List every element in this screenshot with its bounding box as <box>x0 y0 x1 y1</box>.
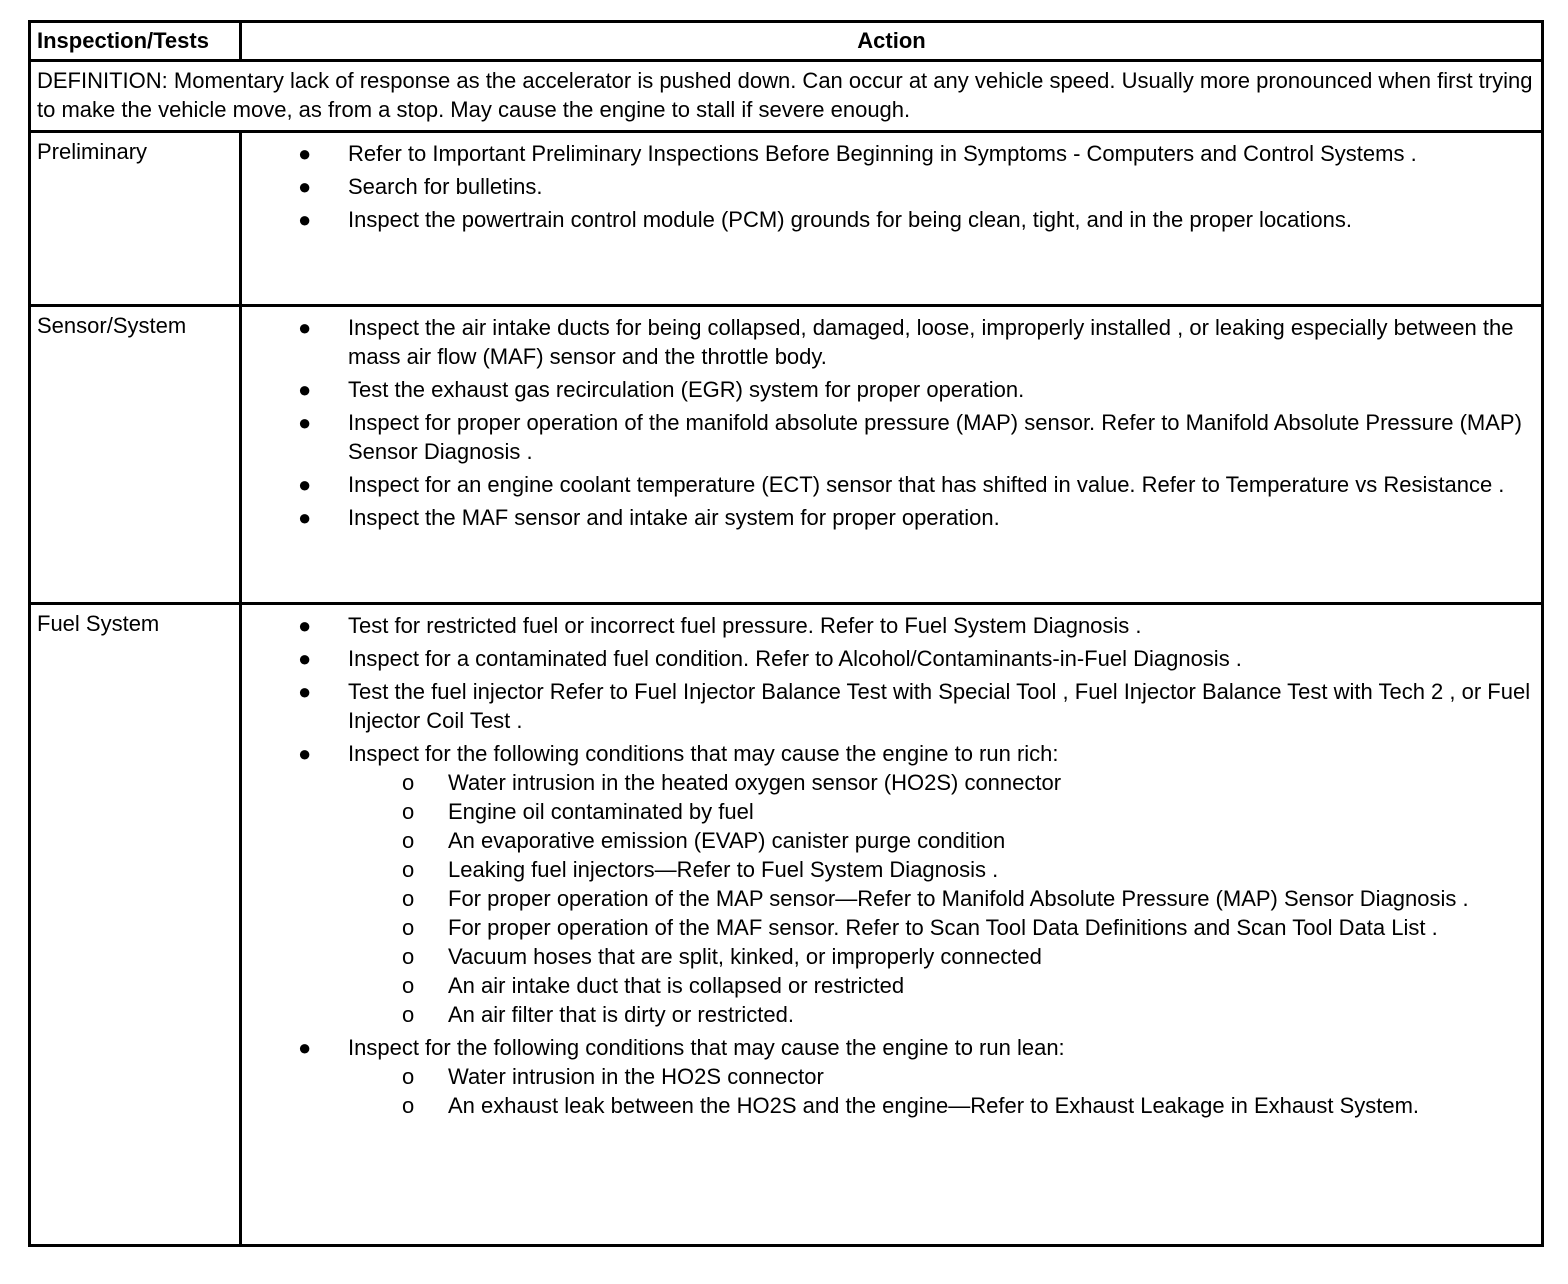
bullet-icon: ● <box>298 1035 312 1060</box>
bullet-icon: ● <box>298 646 312 671</box>
header-row <box>30 22 1543 61</box>
sub-bullet-icon: o <box>402 886 415 911</box>
bullet-icon: ● <box>298 472 312 497</box>
sub-list-item-text: Engine oil contaminated by fuel <box>448 799 754 824</box>
list-item-text: Inspect for the following conditions that may cause the engine to run rich: <box>348 741 1059 766</box>
definition-row <box>30 61 1543 132</box>
list-item <box>248 205 1535 234</box>
sub-bullet-icon: o <box>402 944 415 969</box>
sub-bullet-icon: o <box>402 770 415 795</box>
bullet-icon: ● <box>298 741 312 766</box>
sub-bullet-icon: o <box>402 973 415 998</box>
row-label: Fuel System <box>30 604 241 1246</box>
list-item <box>248 139 1535 168</box>
list-item-text: Inspect the powertrain control module (PCM) grounds for being clean, tight, and in the proper locations. <box>348 207 1352 232</box>
row-actions <box>241 604 1543 1246</box>
sub-list-item-text: An air intake duct that is collapsed or restricted <box>448 973 905 998</box>
list-item-text: Test the fuel injector Refer to Fuel Injector Balance Test with Special Tool , Fuel Injector Balance Test with Tech 2 , or Fuel Injector Coil Test . <box>348 679 1531 733</box>
sub-list <box>348 1062 1535 1120</box>
diagnostic-table <box>28 20 1544 1247</box>
sub-bullet-icon: o <box>402 1093 415 1118</box>
bullet-icon: ● <box>298 141 312 166</box>
list-item-text: Test the exhaust gas recirculation (EGR) system for proper operation. <box>348 377 1025 402</box>
header-inspection-tests: Inspection/Tests <box>30 22 241 61</box>
bullet-icon: ● <box>298 679 312 704</box>
sub-list-item <box>348 826 1535 855</box>
sub-list-item-text: An evaporative emission (EVAP) canister purge condition <box>448 828 1006 853</box>
table-row <box>30 306 1543 604</box>
sub-bullet-icon: o <box>402 915 415 940</box>
list-item-text: Inspect for the following conditions that may cause the engine to run lean: <box>348 1035 1065 1060</box>
sub-list-item <box>348 913 1535 942</box>
table-row <box>30 604 1543 1246</box>
header-action: Action <box>241 22 1543 61</box>
bullet-icon: ● <box>298 377 312 402</box>
sub-list-item-text: An exhaust leak between the HO2S and the engine—Refer to Exhaust Leakage in Exhaust System. <box>448 1093 1420 1118</box>
bullet-icon: ● <box>298 505 312 530</box>
list-item <box>248 470 1535 499</box>
list-item <box>248 644 1535 673</box>
sub-list-item <box>348 942 1535 971</box>
list-item <box>248 503 1535 532</box>
bullet-icon: ● <box>298 410 312 435</box>
sub-list-item-text: For proper operation of the MAP sensor—Refer to Manifold Absolute Pressure (MAP) Sensor Diagnosis . <box>448 886 1469 911</box>
sub-list-item-text: Water intrusion in the heated oxygen sensor (HO2S) connector <box>448 770 1062 795</box>
list-item-text: Inspect the MAF sensor and intake air system for proper operation. <box>348 505 1000 530</box>
list-item-text: Test for restricted fuel or incorrect fuel pressure. Refer to Fuel System Diagnosis . <box>348 613 1142 638</box>
list-item <box>248 313 1535 371</box>
bullet-icon: ● <box>298 315 312 340</box>
bullet-icon: ● <box>298 174 312 199</box>
table-row <box>30 132 1543 306</box>
list-item <box>248 408 1535 466</box>
list-item-text: Search for bulletins. <box>348 174 543 199</box>
sub-list-item <box>348 884 1535 913</box>
list-item <box>248 1033 1535 1120</box>
row-actions <box>241 306 1543 604</box>
list-item <box>248 375 1535 404</box>
sub-list-item <box>348 1091 1535 1120</box>
bullet-icon: ● <box>298 613 312 638</box>
row-label: Sensor/System <box>30 306 241 604</box>
list-item <box>248 611 1535 640</box>
sub-list-item <box>348 971 1535 1000</box>
sub-list-item-text: An air filter that is dirty or restricted. <box>448 1002 794 1027</box>
sub-list-item <box>348 768 1535 797</box>
sub-list-item <box>348 797 1535 826</box>
sub-list-item <box>348 855 1535 884</box>
sub-bullet-icon: o <box>402 857 415 882</box>
sub-bullet-icon: o <box>402 799 415 824</box>
sub-list-item-text: For proper operation of the MAF sensor. Refer to Scan Tool Data Definitions and Scan Tool Data List . <box>448 915 1438 940</box>
sub-bullet-icon: o <box>402 828 415 853</box>
list-item-text: Inspect for a contaminated fuel condition. Refer to Alcohol/Contaminants-in-Fuel Diagnosis . <box>348 646 1242 671</box>
sub-list-item <box>348 1062 1535 1091</box>
sub-list-item-text: Vacuum hoses that are split, kinked, or improperly connected <box>448 944 1042 969</box>
list-item <box>248 739 1535 1029</box>
list-item-text: Inspect for an engine coolant temperature (ECT) sensor that has shifted in value. Refer to Temperature vs Resistance . <box>348 472 1505 497</box>
definition-text: DEFINITION: Momentary lack of response as the accelerator is pushed down. Can occur at any vehicle speed. Usually more pronounced when first trying to make the vehicle move, as from a stop. May cause the engine to stall if severe enough. <box>30 61 1543 132</box>
list-item-text: Inspect the air intake ducts for being collapsed, damaged, loose, improperly installed , or leaking especially between the mass air flow (MAF) sensor and the throttle body. <box>348 315 1514 369</box>
list-item <box>248 677 1535 735</box>
list-item-text: Inspect for proper operation of the manifold absolute pressure (MAP) sensor. Refer to Manifold Absolute Pressure (MAP) Sensor Diagnosis . <box>348 410 1522 464</box>
list-item-text: Refer to Important Preliminary Inspections Before Beginning in Symptoms - Computers and Control Systems . <box>348 141 1417 166</box>
sub-bullet-icon: o <box>402 1002 415 1027</box>
sub-list-item-text: Water intrusion in the HO2S connector <box>448 1064 824 1089</box>
list-item <box>248 172 1535 201</box>
row-label: Preliminary <box>30 132 241 306</box>
sub-bullet-icon: o <box>402 1064 415 1089</box>
row-actions <box>241 132 1543 306</box>
sub-list-item <box>348 1000 1535 1029</box>
bullet-icon: ● <box>298 207 312 232</box>
sub-list-item-text: Leaking fuel injectors—Refer to Fuel System Diagnosis . <box>448 857 999 882</box>
sub-list <box>348 768 1535 1029</box>
